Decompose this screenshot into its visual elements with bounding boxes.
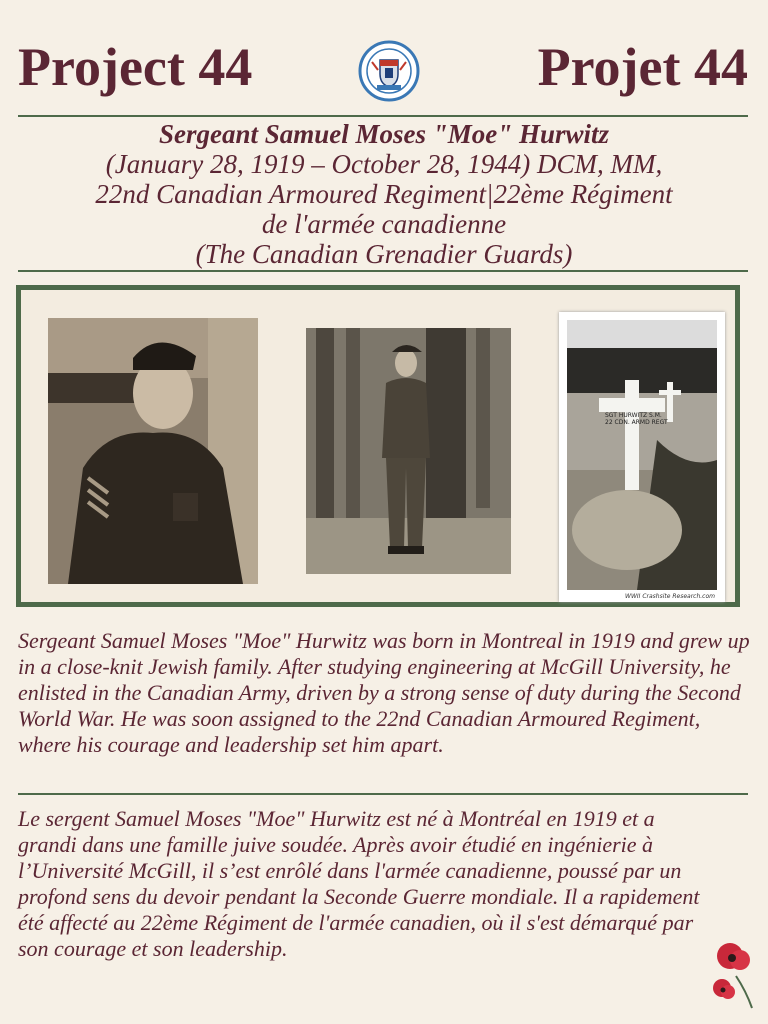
grave-marker-line2: 22 CDN. ARMD REGT [605,419,668,426]
soldier-dates-honours: (January 28, 1919 – October 28, 1944) DCM, MM, [105,149,663,179]
biography-english: Sergeant Samuel Moses "Moe" Hurwitz was born in Montreal in 1919 and grew up in a close-knit Jewish family. After studying engineering at McGill University, he enlisted in the Canadian Army, driven by a strong sense of duty during the Second World War. He was soon assigned to the 22nd Canadian Armoured Regiment, where his courage and leadership set him apart. [18,628,750,757]
soldier-regiment: 22nd Canadian Armoured Regiment|22ème Régiment [95,179,673,209]
title-french: Projet 44 [537,37,748,97]
grave-photo-image [567,320,717,590]
soldier-name: Sergeant Samuel Moses "Moe" Hurwitz [158,119,610,149]
soldier-regiment-cont: de l'armée canadienne [261,209,507,239]
title-english: Project 44 [18,37,253,97]
photo-gallery [16,285,740,607]
soldier-heading [20,119,748,269]
standing-photo [306,328,511,574]
photo-credit: WWII Crashsite Research.com [625,593,715,600]
header [0,28,768,108]
soldier-regiment-alt: (The Canadian Grenadier Guards) [195,239,573,269]
portrait-photo [48,318,258,584]
divider-subtitle [18,270,748,272]
divider-top [18,115,748,117]
crest-logo-icon [358,40,420,102]
grave-marker-text [605,412,668,426]
grave-marker-line1: SGT HURWITZ S.M. [605,412,662,419]
biography-french: Le sergent Samuel Moses "Moe" Hurwitz est né à Montréal en 1919 et a grandi dans une famille juive soudée. Après avoir étudié en ingénierie à l’Université McGill, il s’est enrôlé dans l'armée canadienne, poussé par un profond sens du devoir pendant la Seconde Guerre mondiale. Il a rapidement été affecté au 22ème Régiment de l'armée canadien, où il s'est démarqué par son courage et son leadership. [18,806,700,961]
grave-photo [559,312,725,602]
divider-bio [18,793,748,795]
poppy-icon [706,936,766,1016]
